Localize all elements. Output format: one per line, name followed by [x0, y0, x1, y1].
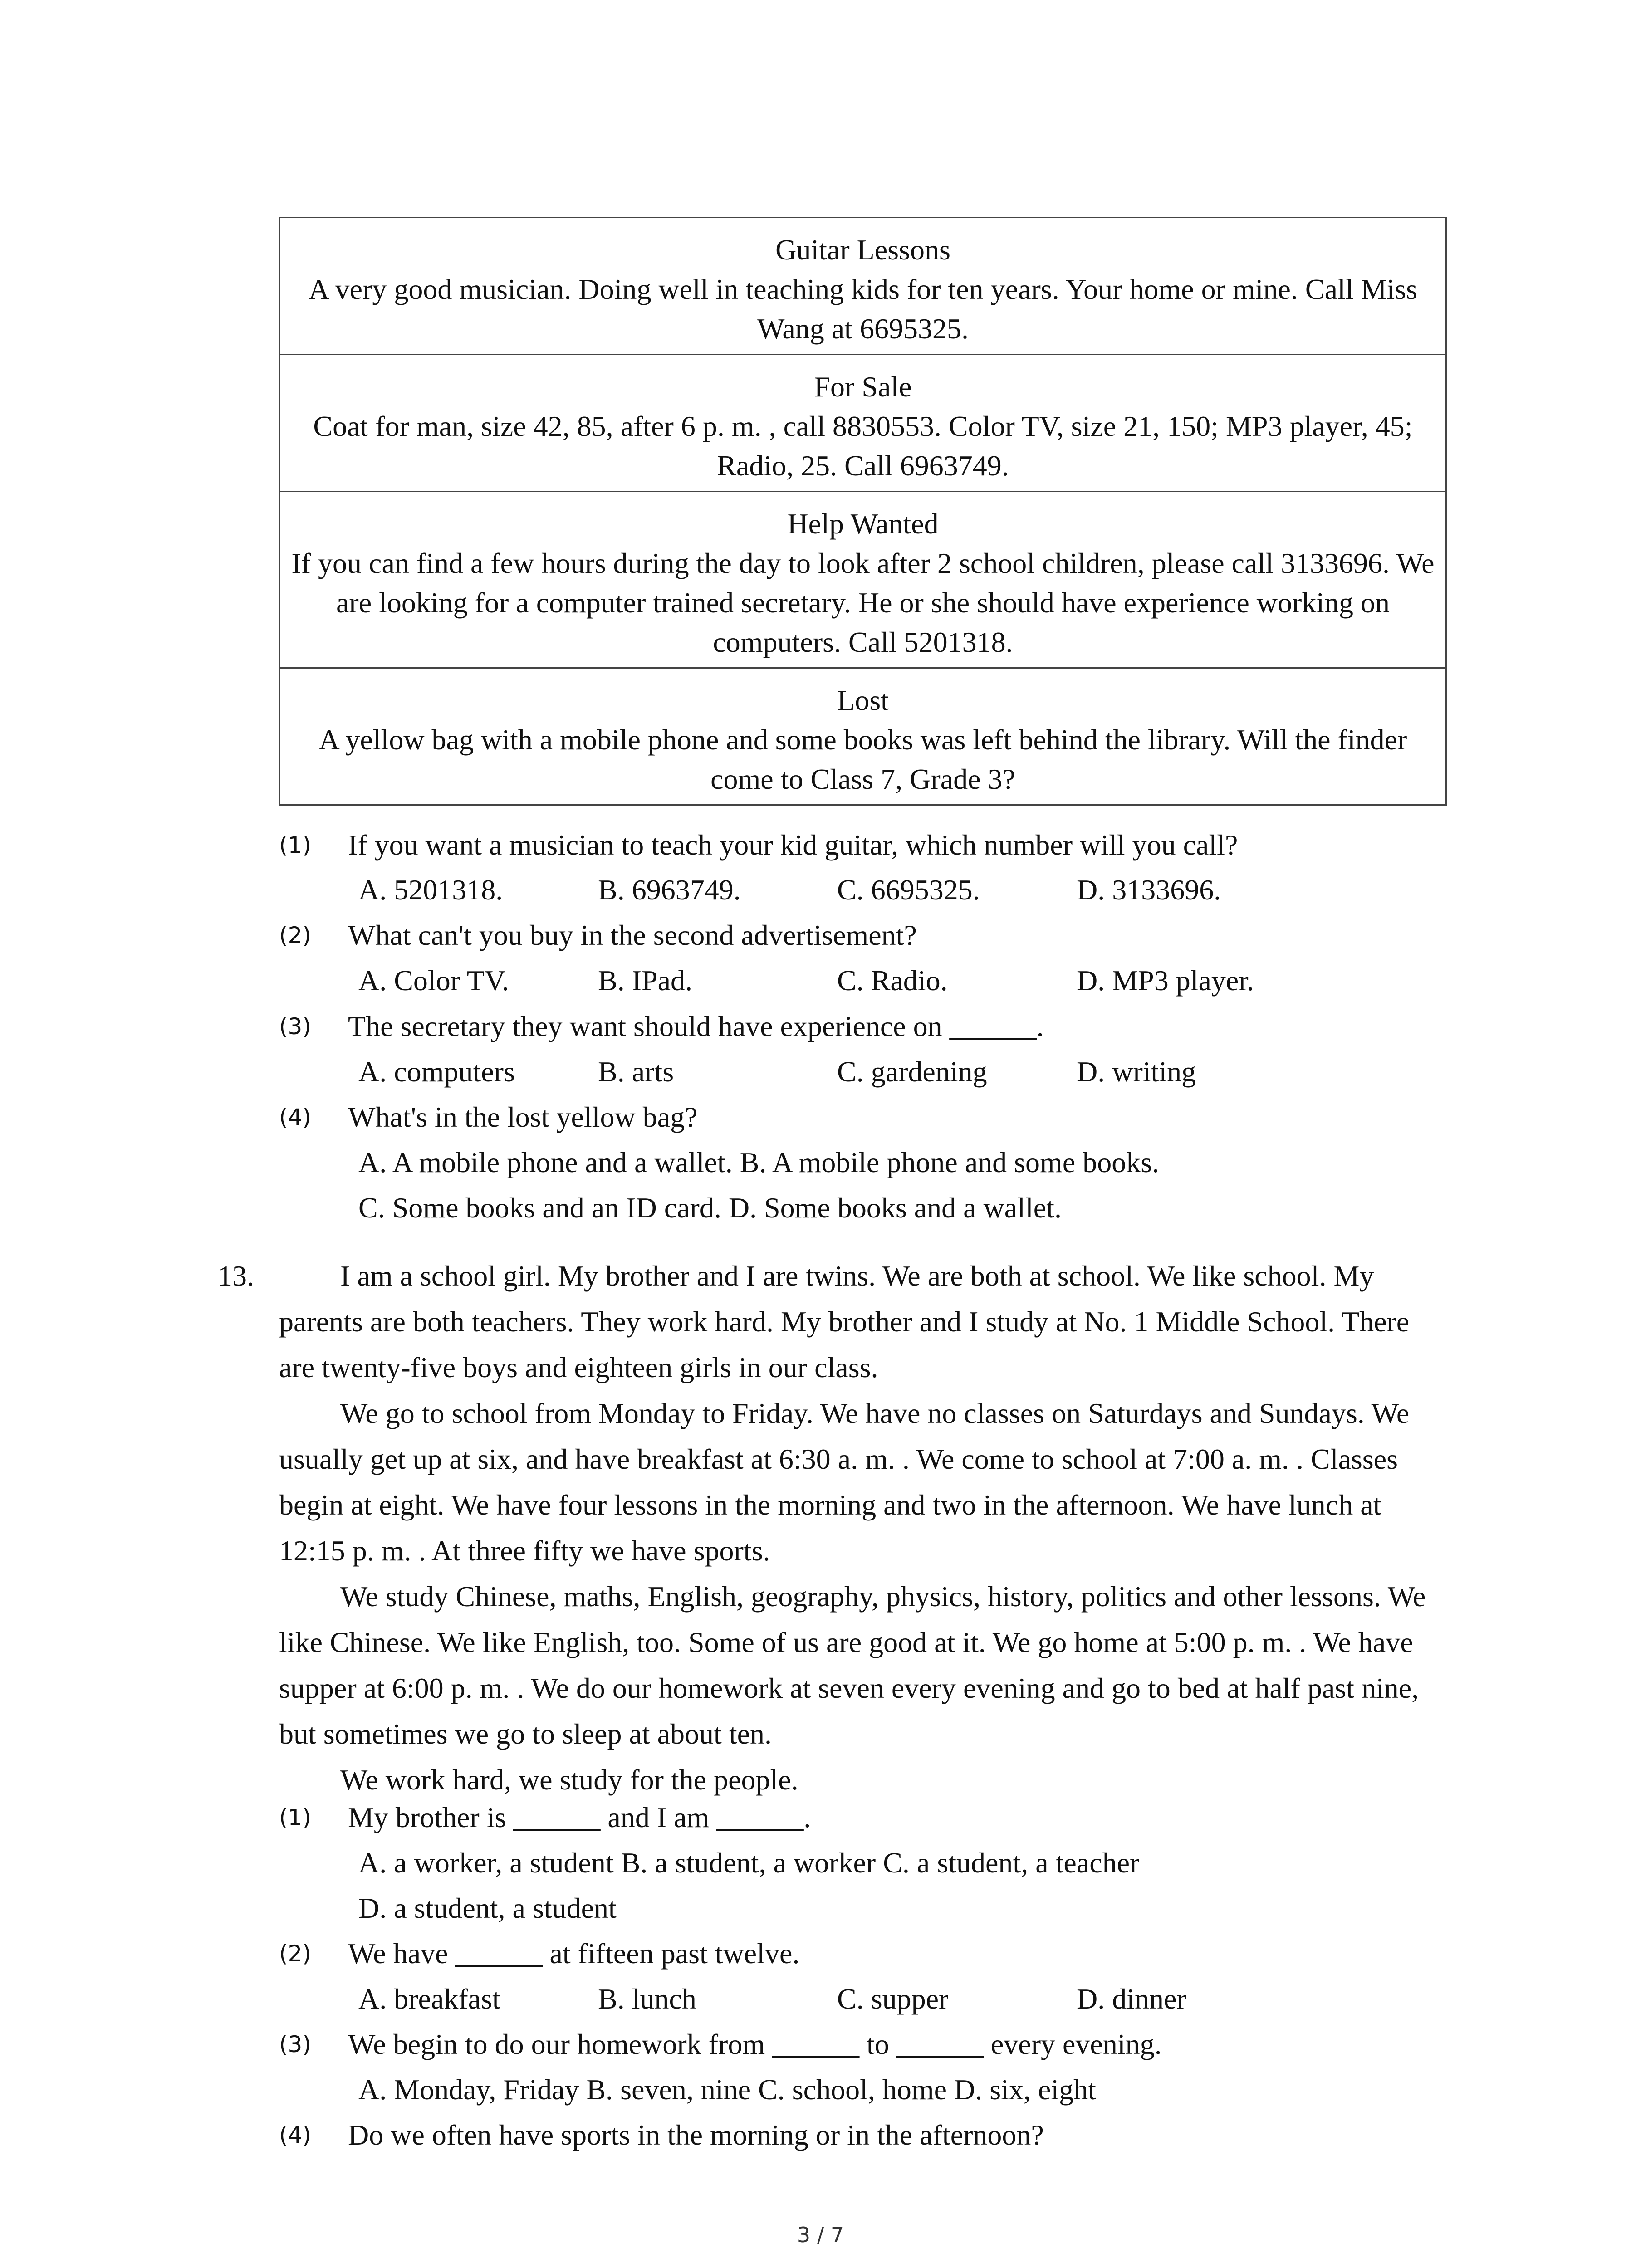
question-stem: If you want a musician to teach your kid guitar, which number will you call? [348, 829, 1238, 861]
q13-3-options-line[interactable]: A. Monday, Friday B. seven, nine C. school, home D. six, eight [358, 2073, 1096, 2106]
question-number: (1) [279, 1804, 311, 1831]
option-a[interactable]: A. 5201318. [358, 874, 503, 906]
question-stem: What can't you buy in the second advertisement? [348, 919, 917, 951]
question-stem: Do we often have sports in the morning or in the afternoon? [348, 2119, 1044, 2151]
ad-title: Guitar Lessons [775, 234, 950, 266]
option-c[interactable]: C. 6695325. [837, 874, 980, 906]
ad-help-wanted [280, 492, 1445, 669]
ad-body: A very good musician. Doing well in teaching kids for ten years. Your home or mine. Call Miss Wang at 6695325. [308, 273, 1418, 345]
ad-lost [280, 669, 1445, 804]
passage-paragraph: I am a school girl. My brother and I are twins. We are both at school. We like school. My parents are both teachers. They work hard. My brother and I study at No. 1 Middle School. There are twenty-five boys and eighteen girls in our class. [279, 1260, 1410, 1383]
option-c[interactable]: C. gardening [837, 1056, 987, 1088]
option-a[interactable]: A. Color TV. [358, 964, 509, 997]
reading-passage [279, 1253, 1440, 1803]
question-number: (3) [279, 2031, 311, 2058]
page-number: 3 / 7 [797, 2223, 844, 2247]
option-a[interactable]: A. computers [358, 1056, 515, 1088]
ad-title: Help Wanted [787, 508, 939, 540]
advertisement-table [279, 217, 1447, 806]
option-d[interactable]: D. 3133696. [1077, 874, 1221, 906]
question-stem: My brother is ______ and I am ______. [348, 1801, 811, 1833]
option-c[interactable]: C. Radio. [837, 964, 948, 997]
question-number: (2) [279, 1941, 311, 1967]
ad-body: Coat for man, size 42, 85, after 6 p. m. , call 8830553. Color TV, size 21, 150; MP3 player, 45; Radio, 25. Call 6963749. [313, 410, 1413, 482]
q13-1-options-line-1[interactable]: A. a worker, a student B. a student, a worker C. a student, a teacher [358, 1847, 1140, 1879]
q12-4-options-line-2[interactable]: C. Some books and an ID card. D. Some books and a wallet. [358, 1192, 1062, 1224]
ad-title: Lost [837, 684, 889, 716]
option-d[interactable]: D. dinner [1077, 1983, 1186, 2015]
passage-paragraph: We study Chinese, maths, English, geography, physics, history, politics and other lessons. We like Chinese. We like English, too. Some of us are good at it. We go home at 5:00 p. m. . We have supper at 6:00 p. m. . We do our homework at seven every evening and go to bed at half past nine, but sometimes we go to sleep at about ten. [279, 1580, 1426, 1750]
passage-paragraph: We work hard, we study for the people. [340, 1764, 798, 1796]
option-d[interactable]: D. writing [1077, 1056, 1196, 1088]
ad-guitar-lessons [280, 218, 1445, 355]
option-b[interactable]: B. 6963749. [598, 874, 741, 906]
question-number: (4) [279, 2122, 311, 2148]
option-d[interactable]: D. MP3 player. [1077, 964, 1254, 997]
passage-paragraph: We go to school from Monday to Friday. We have no classes on Saturdays and Sundays. We usually get up at six, and have breakfast at 6:30 a. m. . We come to school at 7:00 a. m. . Classes begin at eight. We have four lessons in the morning and two in the afternoon. We have lunch at 12:15 p. m. . At three fifty we have sports. [279, 1397, 1410, 1567]
question-13-number: 13. [218, 1260, 254, 1292]
question-stem: We begin to do our homework from ______ to ______ every evening. [348, 2028, 1162, 2060]
question-stem: The secretary they want should have experience on ______. [348, 1010, 1044, 1042]
option-b[interactable]: B. IPad. [598, 964, 692, 997]
option-b[interactable]: B. lunch [598, 1983, 696, 2015]
ad-body: If you can find a few hours during the day to look after 2 school children, please call 3133696. We are looking for a computer trained secretary. He or she should have experience working on computers. Call 5201318. [291, 547, 1435, 658]
q12-4-options-line-1[interactable]: A. A mobile phone and a wallet. B. A mobile phone and some books. [358, 1146, 1160, 1178]
question-number: (2) [279, 922, 311, 948]
ad-for-sale [280, 355, 1445, 492]
question-stem: What's in the lost yellow bag? [348, 1101, 698, 1133]
question-stem: We have ______ at fifteen past twelve. [348, 1937, 800, 1970]
q13-1-options-line-2[interactable]: D. a student, a student [358, 1892, 617, 1924]
question-number: (3) [279, 1013, 311, 1040]
option-c[interactable]: C. supper [837, 1983, 949, 2015]
question-number: (4) [279, 1104, 311, 1130]
option-a[interactable]: A. breakfast [358, 1983, 500, 2015]
option-b[interactable]: B. arts [598, 1056, 674, 1088]
question-number: (1) [279, 832, 311, 858]
ad-title: For Sale [814, 371, 912, 403]
ad-body: A yellow bag with a mobile phone and some books was left behind the library. Will the finder come to Class 7, Grade 3? [318, 723, 1407, 795]
